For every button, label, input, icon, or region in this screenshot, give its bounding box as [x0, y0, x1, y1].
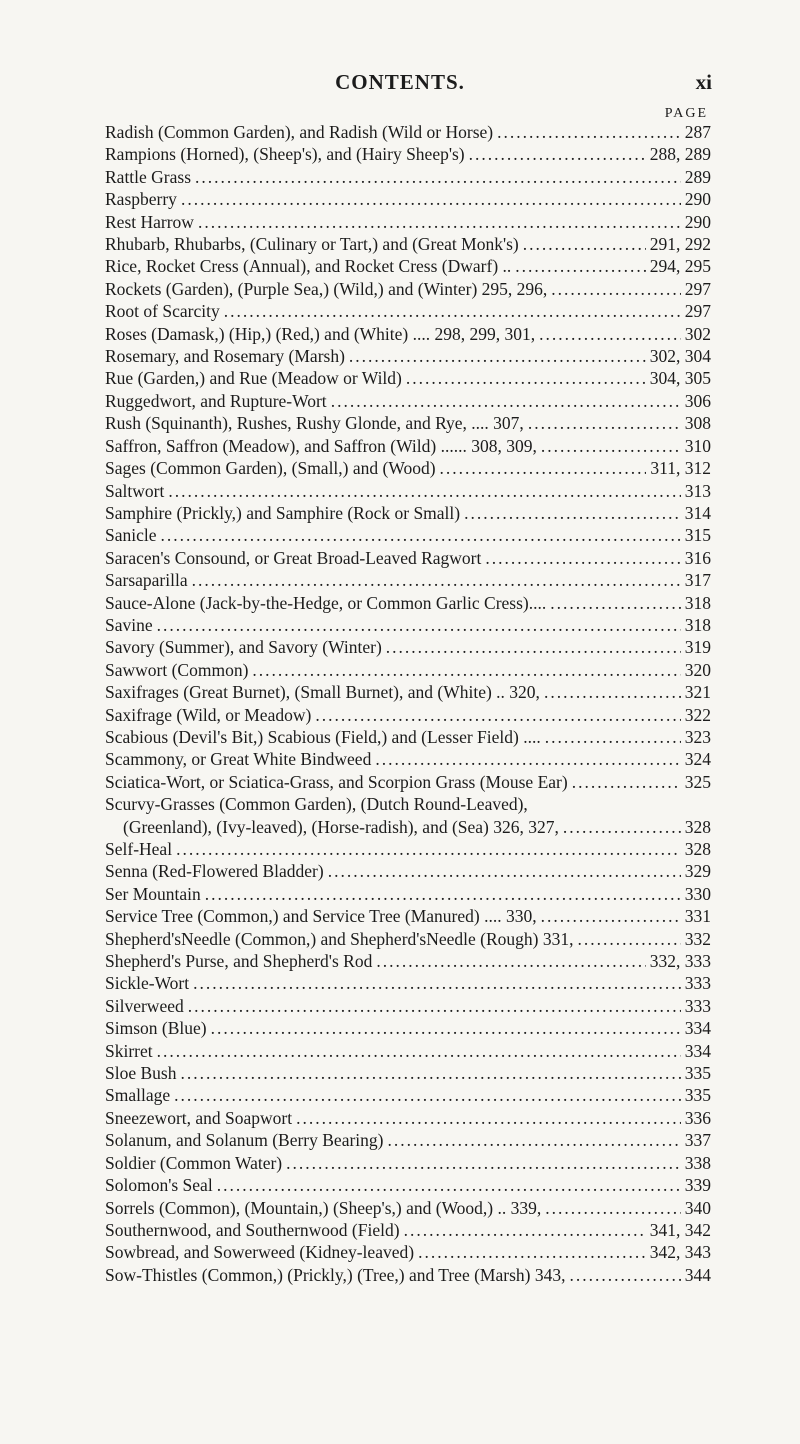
contents-entry	[105, 1264, 711, 1286]
contents-entry	[105, 1219, 711, 1241]
entry-pages: 294, 295	[649, 256, 711, 277]
contents-entry	[105, 748, 711, 770]
contents-entry	[105, 367, 711, 389]
entry-pages: 333	[684, 995, 711, 1016]
contents-entry	[105, 592, 711, 614]
entry-pages: 341, 342	[649, 1219, 711, 1240]
entry-pages: 291, 292	[649, 234, 711, 255]
contents-entry	[105, 569, 711, 591]
entry-pages: 329	[684, 861, 711, 882]
entry-title: Rice, Rocket Cress (Annual), and Rocket Cress (Dwarf) ..	[105, 256, 512, 277]
contents-entry	[105, 972, 711, 994]
entry-title: Saltwort	[105, 480, 165, 501]
entry-title: Sloe Bush	[105, 1063, 177, 1084]
entry-title: Smallage	[105, 1085, 171, 1106]
entry-title: Self-Heal	[105, 839, 173, 859]
contents-entry	[105, 524, 711, 546]
dot-leader	[418, 1241, 646, 1263]
entry-title: Samphire (Prickly,) and Samphire (Rock or Small)	[105, 502, 461, 523]
entry-pages: 328	[684, 816, 711, 837]
page-number: xi	[695, 70, 712, 94]
dot-leader	[469, 143, 646, 165]
entry-pages: 318	[684, 614, 711, 635]
entry-pages: 314	[684, 502, 711, 523]
entry-pages: 337	[684, 1130, 711, 1151]
entry-pages: 297	[684, 278, 711, 299]
contents-entry	[105, 838, 711, 860]
contents-entry	[105, 255, 711, 277]
dot-leader	[404, 1219, 646, 1241]
entry-pages: 344	[684, 1264, 711, 1285]
contents-entry	[105, 1040, 711, 1062]
dot-leader	[349, 345, 646, 367]
entry-pages: 340	[684, 1197, 711, 1218]
contents-entry	[105, 995, 711, 1017]
entry-title: Silverweed	[105, 995, 184, 1016]
contents-list	[105, 121, 711, 1286]
entry-pages: 335	[684, 1063, 711, 1084]
entry-title: Ser Mountain	[105, 883, 201, 904]
entry-title: Saxifrages (Great Burnet), (Small Burnet), and (White) .. 320,	[105, 682, 540, 703]
entry-pages: 304, 305	[649, 368, 711, 389]
entry-title: Rue (Garden,) and Rue (Meadow or Wild)	[105, 368, 402, 389]
entry-title: Sanicle	[105, 525, 157, 546]
contents-entry	[105, 457, 711, 479]
dot-leader	[375, 748, 680, 770]
entry-pages: 288, 289	[649, 144, 711, 165]
contents-entry	[105, 300, 711, 322]
entry-pages: 330	[684, 883, 711, 904]
entry-title: Skirret	[105, 1040, 153, 1061]
dot-leader	[523, 233, 646, 255]
contents-entry	[105, 143, 711, 165]
entry-pages: 313	[684, 480, 711, 501]
contents-entry	[105, 412, 711, 434]
dot-leader	[551, 278, 680, 300]
entry-pages: 322	[684, 704, 711, 725]
entry-pages: 332, 333	[649, 951, 711, 972]
contents-entry	[105, 883, 711, 905]
contents-entry	[105, 323, 711, 345]
dot-leader	[315, 704, 680, 726]
entry-title: Rampions (Horned), (Sheep's), and (Hairy Sheep's)	[105, 144, 465, 165]
entry-pages: 290	[684, 189, 711, 210]
contents-entry	[105, 1084, 711, 1106]
dot-leader	[157, 614, 681, 636]
contents-entry	[105, 166, 711, 188]
contents-entry	[105, 278, 711, 300]
entry-title: Sow-Thistles (Common,) (Prickly,) (Tree,) and Tree (Marsh) 343,	[105, 1264, 566, 1285]
entry-pages: 323	[684, 726, 711, 747]
dot-leader	[464, 502, 681, 524]
entry-title: Root of Scarcity	[105, 301, 220, 322]
contents-entry	[105, 211, 711, 233]
dot-leader	[545, 1197, 680, 1219]
entry-title: Sneezewort, and Soapwort	[105, 1107, 293, 1128]
contents-entry	[105, 1129, 711, 1151]
contents-entry	[105, 502, 711, 524]
entry-title: Raspberry	[105, 189, 177, 210]
dot-leader	[386, 636, 681, 658]
dot-leader	[406, 367, 646, 389]
contents-entry	[105, 233, 711, 255]
contents-entry	[105, 1017, 711, 1039]
dot-leader	[296, 1107, 681, 1129]
entry-pages: 315	[684, 525, 711, 546]
entry-pages: 287	[684, 122, 711, 142]
dot-leader	[198, 211, 681, 233]
contents-entry	[105, 860, 711, 882]
entry-title: Service Tree (Common,) and Service Tree (Manured) .... 330,	[105, 906, 537, 927]
dot-leader	[252, 659, 680, 681]
entry-title: Savine	[105, 614, 153, 635]
entry-title-continuation: (Greenland), (Ivy-leaved), (Horse-radish), and (Sea) 326, 327,	[123, 816, 559, 837]
entry-pages: 319	[684, 637, 711, 658]
contents-entry	[105, 704, 711, 726]
entry-title: Rattle Grass	[105, 166, 192, 187]
dot-leader	[563, 816, 681, 838]
entry-pages: 311, 312	[650, 458, 711, 479]
entry-title: Senna (Red-Flowered Bladder)	[105, 861, 324, 882]
contents-entry	[105, 1197, 711, 1219]
dot-leader	[544, 681, 681, 703]
entry-title: Sauce-Alone (Jack-by-the-Hedge, or Common Garlic Cress)....	[105, 592, 547, 613]
contents-entry	[105, 435, 711, 457]
contents-entry	[105, 950, 711, 972]
entry-title: Sciatica-Wort, or Sciatica-Grass, and Scorpion Grass (Mouse Ear)	[105, 771, 568, 792]
contents-entry	[105, 793, 711, 838]
running-title: CONTENTS.	[335, 70, 465, 94]
entry-pages: 310	[684, 435, 711, 456]
entry-pages: 324	[684, 749, 711, 770]
dot-leader	[161, 524, 681, 546]
entry-title: Scurvy-Grasses (Common Garden), (Dutch Round-Leaved),	[105, 794, 528, 815]
dot-leader	[528, 412, 681, 434]
entry-pages: 331	[684, 906, 711, 927]
dot-leader	[497, 121, 681, 143]
entry-pages: 325	[684, 771, 711, 792]
entry-title: Scabious (Devil's Bit,) Scabious (Field,) and (Lesser Field) ....	[105, 726, 541, 747]
entry-title: Simson (Blue)	[105, 1018, 207, 1039]
entry-pages: 336	[684, 1107, 711, 1128]
dot-leader	[541, 435, 681, 457]
entry-pages: 320	[684, 659, 711, 680]
entry-title: Sawwort (Common)	[105, 659, 249, 680]
contents-entry	[105, 771, 711, 793]
dot-leader	[192, 569, 681, 591]
dot-leader	[539, 323, 681, 345]
contents-entry	[105, 726, 711, 748]
entry-pages: 308	[684, 413, 711, 434]
entry-pages: 334	[684, 1018, 711, 1039]
dot-leader	[569, 1264, 680, 1286]
entry-title: Rush (Squinanth), Rushes, Rushy Glonde, and Rye, .... 307,	[105, 413, 524, 434]
entry-title: Savory (Summer), and Savory (Winter)	[105, 637, 382, 658]
contents-entry	[105, 390, 711, 412]
contents-entry	[105, 1174, 711, 1196]
dot-leader	[195, 166, 681, 188]
page-column-label: PAGE	[664, 106, 708, 121]
contents-entry	[105, 681, 711, 703]
entry-pages: 332	[684, 928, 711, 949]
dot-leader	[180, 1062, 680, 1084]
entry-title: Sorrels (Common), (Mountain,) (Sheep's,) and (Wood,) .. 339,	[105, 1197, 542, 1218]
dot-leader	[578, 928, 681, 950]
entry-pages: 333	[684, 973, 711, 994]
contents-entry	[105, 547, 711, 569]
entry-pages: 302	[684, 323, 711, 344]
dot-leader	[168, 480, 680, 502]
contents-entry	[105, 614, 711, 636]
dot-leader	[157, 1040, 681, 1062]
dot-leader	[550, 592, 680, 614]
contents-entry	[105, 345, 711, 367]
dot-leader	[217, 1174, 681, 1196]
dot-leader	[515, 255, 645, 277]
dot-leader	[174, 1084, 681, 1106]
entry-pages: 306	[684, 390, 711, 411]
entry-title: Roses (Damask,) (Hip,) (Red,) and (White) .... 298, 299, 301,	[105, 323, 536, 344]
entry-title: Saxifrage (Wild, or Meadow)	[105, 704, 312, 725]
dot-leader	[388, 1129, 681, 1151]
entry-pages: 339	[684, 1175, 711, 1196]
dot-leader	[485, 547, 680, 569]
entry-pages: 316	[684, 547, 711, 568]
entry-title: Ruggedwort, and Rupture-Wort	[105, 390, 327, 411]
dot-leader	[181, 188, 681, 210]
entry-title: Rest Harrow	[105, 211, 194, 232]
entry-title: Soldier (Common Water)	[105, 1152, 283, 1173]
entry-title: Sages (Common Garden), (Small,) and (Wood)	[105, 458, 436, 479]
contents-entry	[105, 121, 711, 143]
entry-title: Saracen's Consound, or Great Broad-Leaved Ragwort	[105, 547, 482, 568]
dot-leader	[205, 883, 681, 905]
entry-title: Radish (Common Garden), and Radish (Wild or Horse)	[105, 122, 494, 142]
entry-pages: 334	[684, 1040, 711, 1061]
dot-leader	[328, 860, 681, 882]
entry-pages: 338	[684, 1152, 711, 1173]
contents-entry	[105, 1152, 711, 1174]
dot-leader	[224, 300, 681, 322]
entry-title: Saffron, Saffron (Meadow), and Saffron (Wild) ...... 308, 309,	[105, 435, 537, 456]
entry-title: Southernwood, and Southernwood (Field)	[105, 1219, 400, 1240]
dot-leader	[211, 1017, 681, 1039]
entry-title: Rosemary, and Rosemary (Marsh)	[105, 346, 345, 367]
dot-leader	[440, 457, 647, 479]
entry-title: Sickle-Wort	[105, 973, 190, 994]
contents-entry	[105, 480, 711, 502]
dot-leader	[376, 950, 645, 972]
entry-title: Rockets (Garden), (Purple Sea,) (Wild,) and (Winter) 295, 296,	[105, 278, 548, 299]
entry-pages: 342, 343	[649, 1242, 711, 1263]
contents-entry	[105, 1062, 711, 1084]
contents-entry	[105, 928, 711, 950]
entry-pages: 328	[684, 839, 711, 859]
entry-title: Sarsaparilla	[105, 570, 188, 591]
contents-entry	[105, 1241, 711, 1263]
entry-pages: 318	[684, 592, 711, 613]
entry-title: Shepherd'sNeedle (Common,) and Shepherd'sNeedle (Rough) 331,	[105, 928, 574, 949]
contents-entry	[105, 659, 711, 681]
entry-pages: 335	[684, 1085, 711, 1106]
entry-title: Solanum, and Solanum (Berry Bearing)	[105, 1130, 384, 1151]
entry-pages: 321	[684, 682, 711, 703]
entry-pages: 290	[684, 211, 711, 232]
entry-title: Solomon's Seal	[105, 1175, 213, 1196]
dot-leader	[188, 995, 681, 1017]
contents-entry	[105, 905, 711, 927]
dot-leader	[286, 1152, 681, 1174]
dot-leader	[331, 390, 681, 412]
dot-leader	[545, 726, 681, 748]
entry-title: Sowbread, and Sowerweed (Kidney-leaved)	[105, 1242, 415, 1263]
contents-entry	[105, 636, 711, 658]
entry-pages: 289	[684, 166, 711, 187]
entry-pages: 317	[684, 570, 711, 591]
page-header	[0, 70, 800, 100]
contents-entry	[105, 188, 711, 210]
dot-leader	[176, 838, 681, 860]
contents-entry	[105, 1107, 711, 1129]
entry-title: Rhubarb, Rhubarbs, (Culinary or Tart,) and (Great Monk's)	[105, 234, 519, 255]
dot-leader	[193, 972, 681, 994]
dot-leader	[572, 771, 681, 793]
entry-title: Shepherd's Purse, and Shepherd's Rod	[105, 951, 373, 972]
entry-pages: 302, 304	[649, 346, 711, 367]
dot-leader	[541, 905, 681, 927]
entry-pages: 297	[684, 301, 711, 322]
entry-title: Scammony, or Great White Bindweed	[105, 749, 372, 770]
